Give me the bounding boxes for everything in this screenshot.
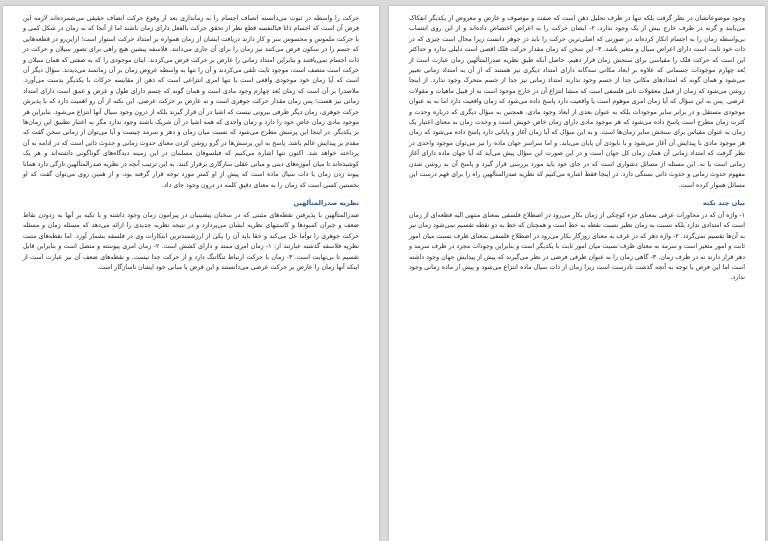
right-paragraph-1: وجود موضوعاتشان در نظر گرفت بلکه تنها در ظرف تحلیل ذهن است که صفت و موصوف و عارض و معروض از یکدیگر انفکاک می‌یابند و گرنه در ظرف خارج بیش از یک وجود ندارد. ۲- ایشان حرکت را به اعراض اختصاص داده‌اند و از این روی انتساب بی‌واسطه زمان را به اجسام انکار کرده‌اند در صورتی که اصلی‌ترین حرکت را باید در جوهر دانست زیرا محال است چیزی که در ذات خود ثابت است دارای اعراض سیال و متغیر باشد. ۳- این سخن که زمان مقدار حرکت فلک اقصی است دلیلی ندارد و حداکثر این است که حرکت فلک را مقیاسی برای سنجش زمان قرار دهیم. حاصل آنکه طبق نظریه صدرالمتألهین زمان عبارت است از بُعد چهارم موجودات جسمانی که علاوه بر ابعاد مکانی سه‌گانه دارای امتداد دیگری نیز هستند که از آن به امتداد زمانی تعبیر می‌شود و همان گونه که امتدادهای مکانی جدا از جسم وجود ندارند امتداد زمانی نیز جدا از جسم متحرک وجود ندارد. از اینجا روشن می‌شود که زمان از قبیل معقولات ثانی فلسفی است که منشا انتزاع آن در خارج موجود است نه از قبیل ماهیات و مقولات عرضی. پس به این سؤال که آیا زمان امری موهوم است یا واقعیت دارد پاسخ داده می‌شود که زمان واقعیت دارد اما نه به عنوان موجودی مستقل و در برابر سایر موجودات بلکه به عنوان بعدی از ابعاد وجود مادی. همچنین به سؤال دیگری که درباره وحدت و کثرت زمان مطرح است پاسخ داده می‌شود که هر موجود مادی دارای زمان خاص خویش است و وحدت زمان به معنای اعتبار یک زمان به عنوان مقیاس برای سنجش سایر زمان‌ها است. و به این سؤال که آیا زمان آغاز و پایانی دارد پاسخ داده می‌شود که زمان هر موجود مادی با پیدایش آن آغاز می‌شود و با نابودی آن پایان می‌یابد. و اما سراسر جهان ماده را نیز می‌توان موجود واحدی در نظر گرفت که امتداد زمانی آن همان زمان کل جهان است و در این صورت این سؤال پیش می‌آید که آیا جهان ماده دارای آغاز زمانی است یا نه. این مسئله از مسائل دشواری است که در جای خود باید مورد بررسی قرار گیرد و پاسخ آن به روشن شدن مفهوم حدوث زمانی و حدوث ذاتی بستگی دارد. در اینجا فقط اشاره می‌کنیم که نظریه صدرالمتألهین راه را برای فهم درست این مسائل هموار کرده است. (409, 15, 745, 189)
right-paragraph-2: ۱- واژه آن که در محاورات عرفی بمعنای جزء کوچکی از زمان بکار می‌رود در اصطلاح فلسفی بمعنای منتهی الیه قطعه‌ای از زمان است که امتدادی ندارد بلکه نسبت به زمان نظیر نسبت نقطه به خط است و همچنان که خط به دو نقطه تقسیم نمی‌شود زمان نیز به آن‌ها تقسیم نمی‌گردد. ۲- واژه دهر که در عرف به معنای روزگار بکار می‌رود در اصطلاح فلسفی بمعنای ظرف نسبت میان امور ثابت و امور متغیر است و سرمد به معنای ظرف نسبت میان امور ثابت با یکدیگر است و بنابراین وجودات مجرد در ظرف سرمد و دهر قرار دارند نه در ظرف زمان. ۳- گاهی زمان را به عنوان ظرفی فرضی در نظر می‌گیرند که پیش از پیدایش جهان وجود داشته است اما این فرض با توجه به آنچه گذشت نادرست است زیرا زمان از ذات سیال ماده انتزاع می‌شود و پیش از ماده زمانی وجود ندارد. (409, 211, 746, 282)
right-section-heading: بیان چند نکته (702, 198, 745, 207)
right-page-content (409, 14, 745, 537)
right-page (389, 6, 765, 541)
left-page (3, 6, 379, 541)
left-section-heading: نظریه صدرالمتألهین (293, 198, 359, 207)
left-paragraph-1: حرکت را واسطه در ثبوت می‌دانسته اتصاف اجسام را به زمانداری بعد از وقوع حرکت اتصاف حقیقی می‌شمرده‌اند لازمه این فرض آن است که اجسام ذاتا فیالنفسه قطع نظر از تحقق حرکت بالفعل دارای زمان باشند اما از آنجا که به زمان در شکل کمی و با حرکت ملموس و محسوس سر و کار دارند دریافت ایشان از زمان همواره بر امتداد حرکت استوار است؛ ازاین‌رو در قطعه‌هایی که جسم را در سکون فرض می‌کنند نیز زمان را برای آن جاری می‌دانند. فلاسفه پیشین هیچ راهی برای تصور سیلان و حرکت در ذات اجسام نمی‌یافتند و بنابراین امتداد زمانی را عارض بر حرکت فرض می‌کردند. اینان موجودی را که به صفتی که همان سیلان و حرکت است متصف است، موجود ثابت تلقی می‌کردند و آن را تنها به واسطه عروض زمان بر آن زمانمند می‌دیدند. سؤال دیگر آن است که آیا زمان خود موجودی واقعی است یا تنها امری انتزاعی است که ذهن از مقایسه حرکات با یکدیگر بدست می‌آورد. ملاصدرا بر آن است که زمان بُعد چهارم وجود مادی است و همان گونه که جسم دارای طول و عرض و عمق است دارای امتداد زمانی نیز هست؛ پس زمان مقدار حرکت جوهری است و نه عارض بر حرکت عرضی. این نکته از آن رو اهمیت دارد که با پذیرش حرکت جوهری، زمان دیگر ظرفی بیرونی نیست که اشیا در آن قرار گیرند بلکه از درون وجود سیال آنها انتزاع می‌شود. بنابراین هر موجود مادی زمان خاص خود را دارد و زمان واحدی که همه اشیا در آن شریک باشند وجود ندارد مگر به اعتبار تطبیق این زمان‌ها بر یکدیگر. در اینجا این پرسش مطرح می‌شود که نسبت میان زمان و دهر و سرمد چیست و آیا می‌توان از زمانی سخن گفت که مقدم بر پیدایش عالم باشد. پاسخ به این پرسش‌ها در گرو روشن کردن معنای حدوث زمانی و حدوث ذاتی است که در ادامه به آن پرداخته خواهد شد. اکنون تنها اشاره می‌کنیم که فیلسوفان مسلمان در این زمینه دیدگاه‌های گوناگونی داشته‌اند و هر یک کوشیده‌اند تا میان آموزه‌های دینی و مبانی عقلی سازگاری برقرار کنند. به این ترتیب آنچه در نظریه صدرالمتألهین تازگی دارد همانا پیوند زدن زمان با ذات سیال ماده است که پیش از او کمتر مورد توجه قرار گرفته بود، و از همین روی می‌توان گفت که او نخستین کسی است که زمان را به معنای دقیق کلمه در درون وجود جای داد. (23, 15, 359, 189)
left-page-content (23, 14, 359, 537)
left-paragraph-2: صدرالمتألهین با پذیرفتن نقطه‌های مثبتی که در سخنان پیشینیان در پیرامون زمان وجود داشته و با تکیه بر آنها به زدودن نقاط ضعف و جبران کمبودها و کاستیهای نظریه ایشان می‌پردازد و در نتیجه نظریه جدیدی را ارائه می‌دهد که مسئله زمان و مسئله حرکت جوهری را توأما حل می‌کند و حقا باید آن را یکی از ارزشمندترین ابتکارات وی در فلسفه بشمار آورد. اما نقطه‌های مثبت نظریه فلاسفه گذشته عبارتند از: ۱- زمان امری ممتد و دارای کشش است. ۲- زمان امری پیوسته و متصل است و بنابراین قابل تقسیم تا بی‌نهایت است. ۳- زمان با حرکت ارتباط تنگاتنگ دارد و از حرکت جدا نیست. و نقطه‌های ضعف آن نیز عبارت است از اینکه آنها زمان را عارض بر حرکت عرضی می‌دانستند و این فرض با مبانی خود ایشان ناسازگار است. (23, 211, 359, 271)
